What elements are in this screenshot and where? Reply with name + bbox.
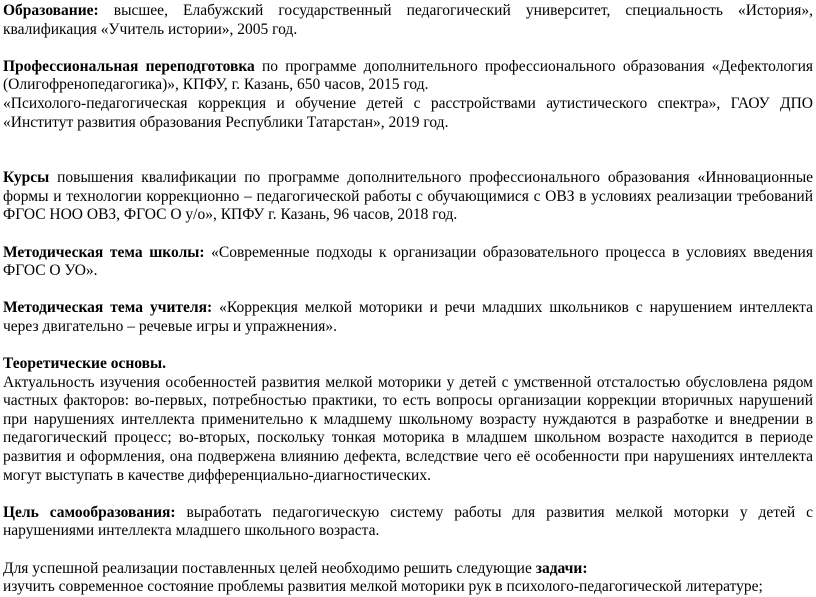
teacher-theme-text: «Коррекция мелкой моторики и речи младших школьников с нарушением интеллекта через двигательно – речевые игры и упражнения». xyxy=(3,299,813,335)
education-text: высшее, Елабужский государственный педагогический университет, специальность «История», квалификация «Учитель истории», 2005 год. xyxy=(3,2,813,38)
courses-paragraph xyxy=(3,169,813,225)
goal-paragraph xyxy=(3,504,813,541)
retraining-paragraph-2 xyxy=(3,95,813,132)
spacer xyxy=(3,132,813,169)
theory-text: Актуальность изучения особенностей развития мелкой моторики у детей с умственной отсталостью обусловлена рядом частных факторов: во-первых, потребностью практики, то есть вопросы организации коррекции вторичных нарушений при нарушениях интеллекта применительно к младшему школьному возрасту нуждаются в разработке и внедрении в педагогический процесс; во-вторых, поскольку тонкая моторика в младшем школьном возрасте находится в периоде развития и оформления, она подвержена влиянию дефекта, вследствие чего её особенности при нарушениях интеллекта могут выступать в качестве дифференциально-диагностических. xyxy=(3,373,813,484)
school-theme-text: «Современные подходы к организации образовательного процесса в условиях введения ФГОС О УО». xyxy=(3,243,813,280)
theory-paragraph xyxy=(3,374,813,486)
spacer xyxy=(3,225,813,244)
tasks-intro-paragraph xyxy=(3,560,813,579)
tasks-item-1 xyxy=(3,578,813,597)
retraining-text-2: «Психолого-педагогическая коррекция и обучение детей с расстройствами аутистического спектра», ГАОУ ДПО «Институт развития образования Республики Татарстан», 2019 год. xyxy=(3,94,813,131)
courses-label: Курсы xyxy=(3,169,50,187)
courses-text: повышения квалификации по программе дополнительного профессионального образования «Инновационные формы и технологии коррекционно – педагогической работы с обучающимися с ОВЗ в условиях реализации требований ФГОС НОО ОВЗ, ФГОС О у/о», КПФУ г. Казань, 96 часов, 2018 год. xyxy=(3,169,813,224)
tasks-label: задачи: xyxy=(535,559,588,577)
teacher-theme-paragraph xyxy=(3,299,813,336)
tasks-item-1-text: изучить современное состояние проблемы развития мелкой моторики рук в психолого-педагогической литературе; xyxy=(3,578,763,596)
spacer xyxy=(3,39,813,58)
document-page xyxy=(3,2,813,597)
spacer xyxy=(3,485,813,504)
school-theme-paragraph xyxy=(3,244,813,281)
theory-heading: Теоретические основы. xyxy=(3,355,166,373)
tasks-intro-text: Для успешной реализации поставленных целей необходимо решить следующие xyxy=(3,559,536,577)
school-theme-label: Методическая тема школы: xyxy=(3,243,205,261)
retraining-label: Профессиональная переподготовка xyxy=(3,57,255,75)
goal-label: Цель самообразования: xyxy=(3,503,176,521)
retraining-text: по программе дополнительного профессионального образования «Дефектология (Олигофренопедагогика)», КПФУ, г. Казань, 650 часов, 2015 год. xyxy=(3,57,813,94)
goal-text: выработать педагогическую систему работы для развития мелкой моторки у детей с нарушениями интеллекта младшего школьного возраста. xyxy=(3,503,814,540)
spacer xyxy=(3,541,813,560)
spacer xyxy=(3,281,813,300)
theory-heading-paragraph xyxy=(3,355,813,374)
education-paragraph xyxy=(3,2,813,39)
retraining-paragraph xyxy=(3,58,813,95)
teacher-theme-label: Методическая тема учителя: xyxy=(3,299,213,317)
spacer xyxy=(3,337,813,356)
education-label: Образование: xyxy=(3,2,99,19)
